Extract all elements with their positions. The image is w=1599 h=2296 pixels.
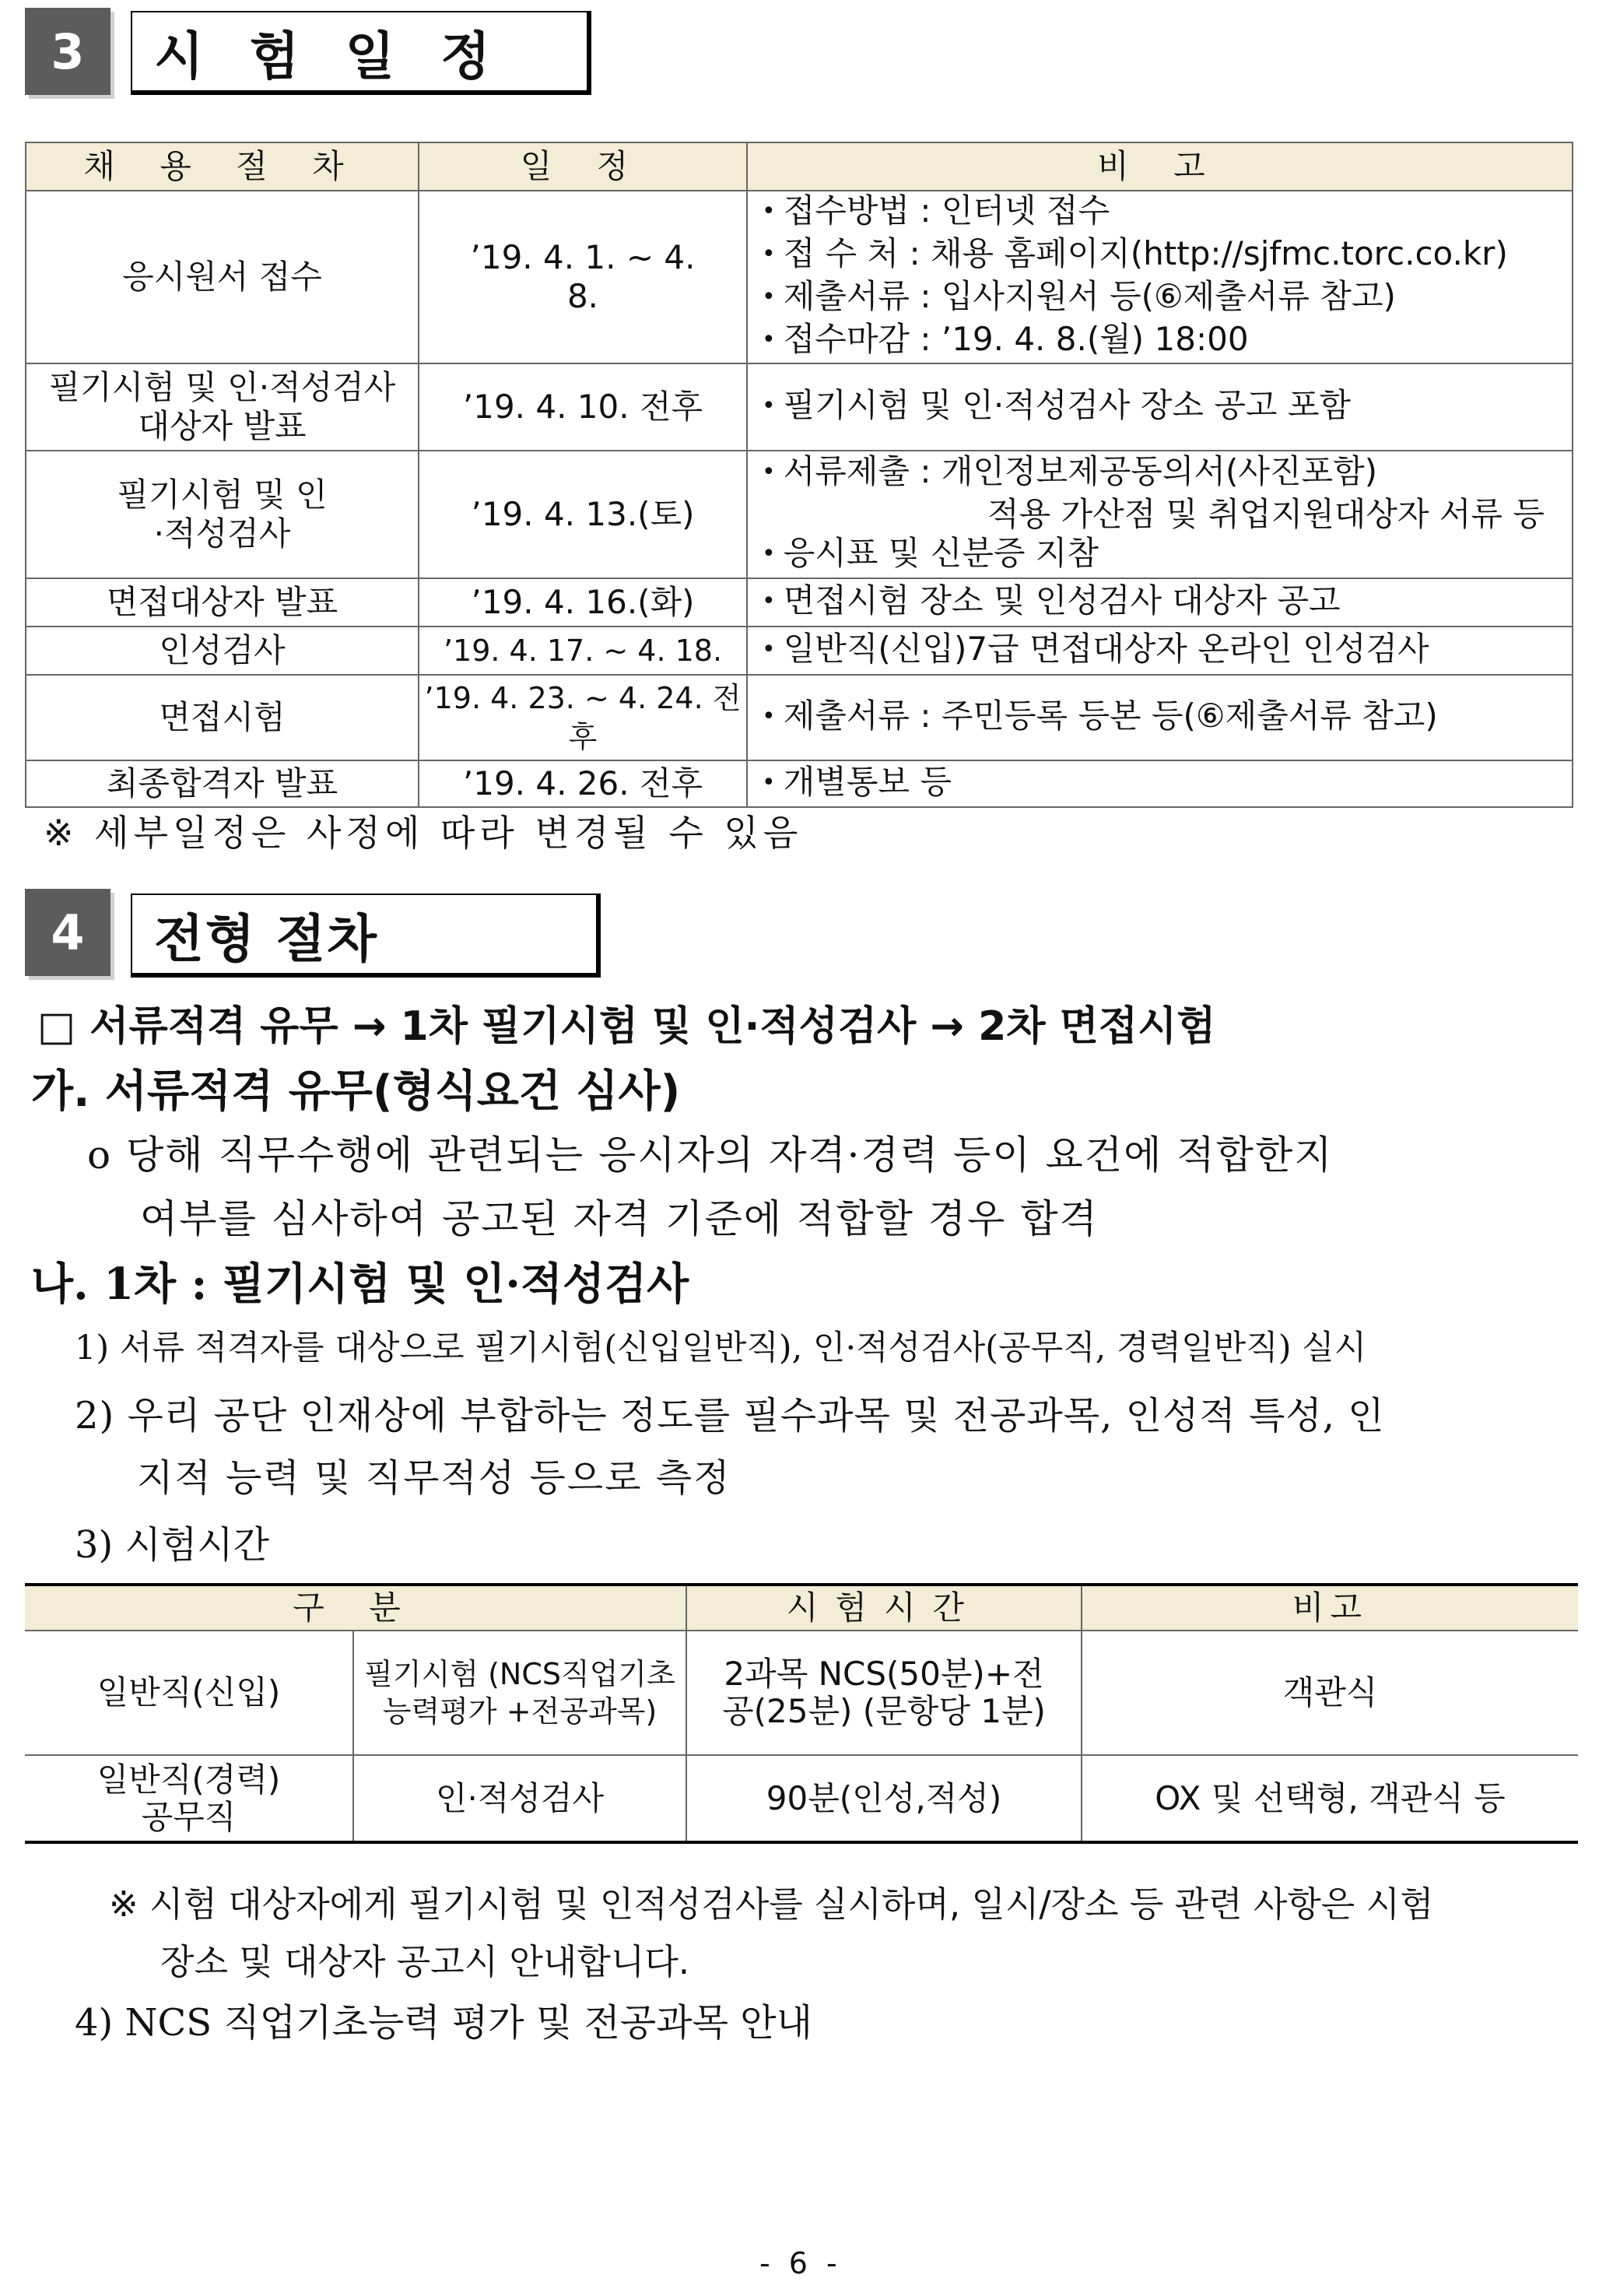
note-cell bbox=[747, 760, 1573, 807]
schedule-footnote: ※ 세부일정은 사정에 따라 변경될 수 있음 bbox=[44, 812, 803, 854]
type-cell: 인·적성검사 bbox=[353, 1755, 686, 1842]
table-header-row bbox=[25, 1585, 1578, 1631]
time-cell: 90분(인성,적성) bbox=[686, 1755, 1082, 1842]
subsection-b-item: 2) 우리 공단 인재상에 부합하는 정도를 필수과목 및 전공과목, 인성적 특성, 인 bbox=[75, 1394, 1385, 1438]
header-note: 비고 bbox=[1082, 1585, 1578, 1631]
section-4-title: 전형 절차 bbox=[131, 893, 601, 978]
subsection-b-heading: 나. 1차 : 필기시험 및 인·적성검사 bbox=[31, 1259, 689, 1310]
table-row bbox=[25, 1755, 1578, 1842]
note-cell bbox=[747, 675, 1573, 760]
subsection-a-line: o 당해 직무수행에 관련되는 응시자의 자격·경력 등이 요건에 적합한지 bbox=[87, 1132, 1334, 1178]
note-line: • 응시표 및 신분증 지참 bbox=[762, 534, 1572, 577]
date-cell: ’19. 4. 17. ~ 4. 18. bbox=[419, 627, 747, 675]
step-cell: 필기시험 및 인·적성검사 대상자 발표 bbox=[26, 363, 419, 451]
note-line: 적용 가산점 및 취업지원대상자 서류 등 bbox=[987, 495, 1545, 533]
step-cell: 최종합격자 발표 bbox=[26, 760, 419, 807]
note-line: • 제출서류 : 입사지원서 등(⑥제출서류 참고) bbox=[762, 277, 1572, 320]
header-category: 구 분 bbox=[25, 1585, 686, 1631]
note-line: • 서류제출 : 개인정보제공동의서(사진포함) bbox=[762, 452, 1572, 495]
subsection-a-heading: 가. 서류적격 유무(형식요건 심사) bbox=[31, 1066, 681, 1117]
step-cell: 면접대상자 발표 bbox=[26, 578, 419, 627]
table-row bbox=[26, 578, 1573, 627]
note-cell bbox=[747, 578, 1573, 627]
table-row bbox=[26, 191, 1573, 363]
step-cell: 응시원서 접수 bbox=[26, 191, 419, 363]
group-cell: 일반직(경력) 공무직 bbox=[25, 1755, 353, 1842]
schedule-table bbox=[25, 142, 1573, 808]
subsection-b-item: 지적 능력 및 직무적성 등으로 측정 bbox=[137, 1456, 731, 1500]
subsection-b-item: 3) 시험시간 bbox=[75, 1523, 269, 1567]
time-cell: 2과목 NCS(50분)+전공(25분) (문항당 1분) bbox=[686, 1631, 1082, 1755]
table-row bbox=[26, 675, 1573, 760]
exam-note: 장소 및 대상자 공고시 안내합니다. bbox=[160, 1941, 690, 1982]
note-line: • 면접시험 장소 및 인성검사 대상자 공고 bbox=[762, 581, 1572, 624]
note-line: • 일반직(신입)7급 면접대상자 온라인 인성검사 bbox=[762, 630, 1572, 672]
date-cell: ’19. 4. 1. ~ 4. 8. bbox=[419, 191, 747, 363]
note-line: • 접수방법 : 인터넷 접수 bbox=[762, 191, 1572, 234]
note-line: • 필기시험 및 인·적성검사 장소 공고 포함 bbox=[762, 386, 1572, 429]
page-number: - 6 - bbox=[759, 2246, 842, 2280]
table-row bbox=[25, 1631, 1578, 1755]
note-line: • 개별통보 등 bbox=[762, 763, 1572, 806]
header-step: 채 용 절 차 bbox=[26, 142, 419, 191]
date-cell: ’19. 4. 16.(화) bbox=[419, 578, 747, 627]
process-flow: □ 서류적격 유무 → 1차 필기시험 및 인·적성검사 → 2차 면접시험 bbox=[37, 1003, 1216, 1050]
note-cell bbox=[747, 451, 1573, 578]
type-cell: 필기시험 (NCS직업기초능력평가 +전공과목) bbox=[353, 1631, 686, 1755]
date-cell: ’19. 4. 13.(토) bbox=[419, 451, 747, 578]
note-cell bbox=[747, 191, 1573, 363]
table-row bbox=[26, 627, 1573, 675]
group-cell: 일반직(신입) bbox=[25, 1631, 353, 1755]
note-cell: 객관식 bbox=[1082, 1631, 1578, 1755]
step-cell: 필기시험 및 인·적성검사 bbox=[26, 451, 419, 578]
date-cell: ’19. 4. 10. 전후 bbox=[419, 363, 747, 451]
note-cell bbox=[747, 363, 1573, 451]
date-cell: ’19. 4. 26. 전후 bbox=[419, 760, 747, 807]
note-line: • 접 수 처 : 채용 홈페이지(http://sjfmc.torc.co.kr) bbox=[762, 234, 1572, 277]
table-header-row bbox=[26, 142, 1573, 191]
step-cell: 면접시험 bbox=[26, 675, 419, 760]
subsection-a-line: 여부를 심사하여 공고된 자격 기준에 적합할 경우 합격 bbox=[140, 1196, 1099, 1241]
section-3-number: 3 bbox=[25, 8, 110, 95]
table-row bbox=[26, 451, 1573, 578]
date-cell: ’19. 4. 23. ~ 4. 24. 전후 bbox=[419, 675, 747, 760]
note-cell bbox=[747, 627, 1573, 675]
note-line: • 제출서류 : 주민등록 등본 등(⑥제출서류 참고) bbox=[762, 697, 1572, 739]
step-cell: 인성검사 bbox=[26, 627, 419, 675]
table-row bbox=[26, 760, 1573, 807]
subsection-b-item: 4) NCS 직업기초능력 평가 및 전공과목 안내 bbox=[75, 2001, 812, 2045]
note-line: • 접수마감 : ’19. 4. 8.(월) 18:00 bbox=[762, 320, 1572, 363]
exam-note: ※ 시험 대상자에게 필기시험 및 인적성검사를 실시하며, 일시/장소 등 관련 사항은 시험 bbox=[109, 1883, 1434, 1925]
table-row bbox=[26, 363, 1573, 451]
note-cell: OX 및 선택형, 객관식 등 bbox=[1082, 1755, 1578, 1842]
subsection-b-item: 1) 서류 적격자를 대상으로 필기시험(신입일반직), 인·적성검사(공무직, 경력일반직) 실시 bbox=[75, 1329, 1367, 1367]
header-note: 비 고 bbox=[747, 142, 1573, 191]
header-time: 시험시간 bbox=[686, 1585, 1082, 1631]
header-date: 일 정 bbox=[419, 142, 747, 191]
section-3-title: 시 험 일 정 bbox=[131, 11, 591, 95]
exam-time-table bbox=[25, 1583, 1578, 1844]
section-4-number: 4 bbox=[25, 889, 110, 976]
